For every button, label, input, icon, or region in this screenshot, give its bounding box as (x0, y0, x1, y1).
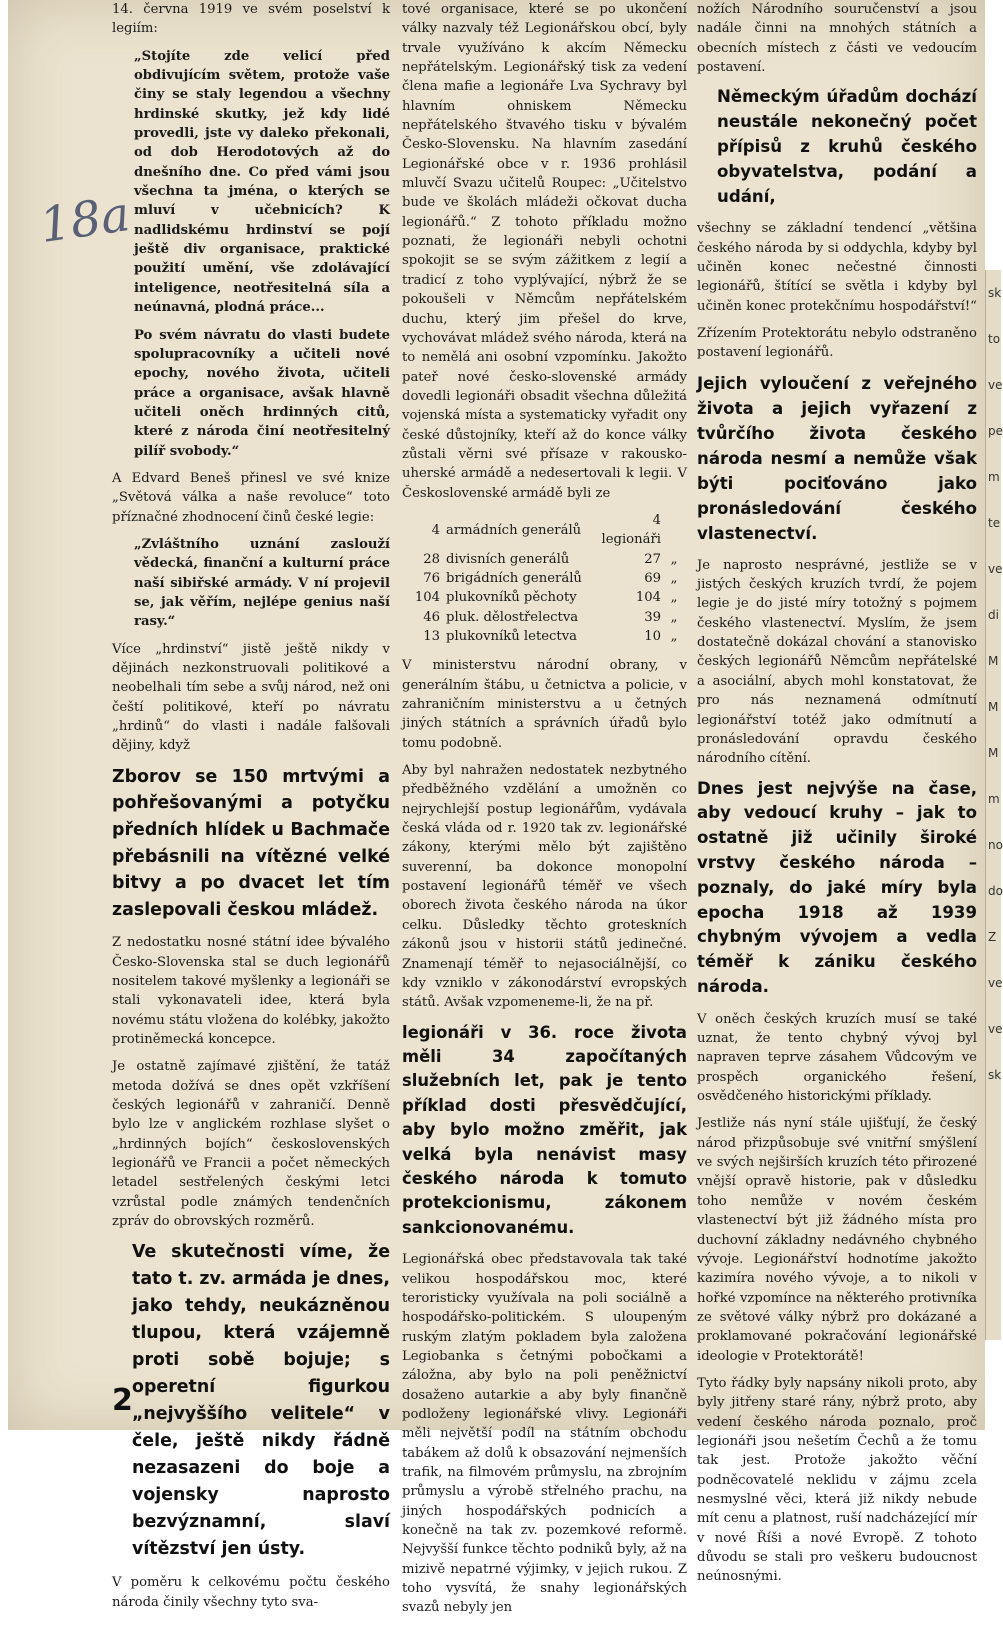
paragraph: V ministerstvu národní obrany, v generálním štábu, u četnictva a policie, v zahraničním ministerstvu a u četných jiných státních a správních úřadů bylo tomu podobně. (402, 658, 687, 751)
strip-fragment: Z (988, 930, 997, 944)
paragraph: A Edvard Beneš přinesl ve své knize „Světová válka a naše revoluce“ toto příznačné zhodnocení činů české legie: (112, 470, 390, 525)
strip-fragment: M (988, 654, 999, 668)
rank-label: divisních generálů (446, 551, 570, 567)
ditto-mark: „ (670, 629, 678, 644)
column-2 (402, 0, 687, 1626)
legionnaire-count: 27 (644, 551, 661, 567)
rank-count: 4 (431, 522, 440, 538)
legionnaire-count: 4 legionáři (601, 512, 661, 548)
headline: Německým úřadům dochází neustále nekonečný počet přípisů z kruhů českého obyvatelstva, podání a udání, (717, 87, 977, 206)
paragraph: Aby byl nahražen nedostatek nezbytného předběžného vzdělání a umožněn co nejrychlejší postup legionářům, vydávala česká vláda od r. 1920 tak zv. legionářské zákony, kterými mělo být zajištěno suverenní, ba dokonce monopolní postavení legionářů téměř ve všech oborech života českého národa na úkor celku. Důsledky těchto groteskních zákonů jsou v historii států jedinečné. Znamenají téměř to nejasociálnější, co kdy vzniklo v zákonodárství evropských států. Avšak vzpomeneme-li, že na př. (402, 763, 687, 1011)
paragraph: Je ostatně zajímavé zjištění, že tatáž metoda dožívá se dnes opět vzkříšení českých legionářů v zahraničí. Denně bylo lze v anglickém rozhlase slyšet o „hrdinných bojích“ československých legionářů ve Francii a počet německých letadel sestřelených českými letci vzrůstal podle známých tendenčních zpráv do obrovských rozměrů. (112, 1059, 390, 1230)
rank-label: pluk. dělostřelectva (446, 609, 579, 625)
rank-label: brigádních generálů (446, 570, 582, 586)
strip-fragment: di (988, 608, 999, 622)
legionnaire-count: 104 (635, 590, 661, 606)
paragraph: V poměru k celkovému počtu českého národa činily všechny tyto sva- (112, 1575, 390, 1610)
rank-count: 13 (423, 629, 440, 644)
legionnaire-count: 69 (644, 570, 661, 586)
table-row (402, 550, 687, 569)
paragraph: V oněch českých kruzích musí se také uznat, že tento chybný vývoj byl napraven teprve zásahem Vůdcovým ve prospěch organického řešení, osvědčeného historickými příklady. (697, 1011, 977, 1105)
paragraph: Je naprosto nesprávné, jestliže se v jistých českých kruzích tvrdí, že pojem legie je do jisté míry totožný s pojmem českého vlastenectví. Myslím, že jsem dostatečně dokázal chování a stanovisko českých legionářů Němcům nepřátelské a asociální, abych mohl konstatovat, že pro nás neznamená odmítnutí legionářství totéž jako odmítnutí a pronásledování opravdu českého národního cítění. (697, 557, 977, 767)
headline: Ve skutečnosti víme, že tato t. zv. armáda je dnes, jako tehdy, neukázněnou tlupou, která vzájemně proti sobě bojuje; s operetní figurkou „nejvyššího velitele“ v čele, ještě nikdy řádně nezasazeni do boje a vojensky naprosto bezvýznamní, slaví vítězství jen ústy. (132, 1242, 390, 1560)
rank-count: 46 (423, 609, 440, 625)
quote: Po svém návratu do vlasti budete spolupracovníky a učiteli nové epochy, nového života, učiteli práce a organisace, avšak hlavně učiteli oněch hrdinných citů, které z národa činí neotřesitelný pilíř svobody.“ (134, 327, 390, 459)
paragraph: 14. června 1919 ve svém poselství k legiím: (112, 2, 390, 37)
ditto-mark: „ (670, 570, 678, 586)
rank-label: plukovníků letectva (446, 629, 578, 644)
legionnaire-count: 39 (644, 609, 661, 625)
strip-fragment: ve (988, 1022, 1003, 1036)
ditto-mark (661, 511, 687, 550)
ditto-mark: „ (670, 551, 678, 567)
headline: Zborov se 150 mrtvými a pohřešovanými a potyčku předních hlídek u Bachmače přebásnili na vítězné velké bitvy a po dvacet let tím zaslepovali českou mládež. (112, 766, 390, 920)
strip-fragment: m (988, 792, 1000, 806)
headline: Dnes jest nejvýše na čase, aby vedoucí kruhy – jak to ostatně již učinily široké vrstvy českého národa – poznaly, do jaké míry byla epocha 1918 až 1939 chybným vývojem a vedla téměř k zániku českého národa. (697, 778, 977, 996)
rank-count: 104 (414, 590, 440, 606)
rank-label: armádních generálů (446, 522, 582, 538)
officer-statistics-table (402, 511, 687, 646)
column-3 (697, 0, 977, 1595)
adjacent-page-strip (985, 270, 1001, 1340)
ditto-mark: „ (670, 609, 678, 625)
strip-fragment: te (988, 516, 1001, 530)
rank-label: plukovníků pěchoty (446, 590, 577, 606)
table-row (402, 627, 687, 646)
handwritten-margin-note: 18a (36, 186, 134, 254)
strip-fragment: pe (988, 424, 1003, 438)
quote: „Zvláštního uznání zaslouží vědecká, finanční a kulturní práce naší sibiřské armády. V ní projevil se, jak věřím, nejlépe genius naší rasy.“ (134, 536, 390, 630)
table-row (402, 569, 687, 588)
table-row (402, 511, 687, 550)
strip-fragment: sk (988, 1068, 1002, 1082)
table-row (402, 608, 687, 627)
column-1 (112, 0, 390, 1620)
paragraph: Legionářská obec představovala tak také velikou hospodářskou moc, které teroristicky využívala na poli sociálně a hospodářsko-politickém. S uloupeným ruským zlatým pokladem byla založena Legiobanka s četnými pobočkami a záložna, aby bylo na poli peněžnictví dosaženo autarkie a aby byly finančně podloženy legionářské vlivy. Legionáři měli největší podíl na státním obchodu tabákem až dolů k obsazování nejmenších trafik, na filmovém průmyslu, na zbrojním průmyslu a výrobě střelného prachu, na jiných hospodářských podnicích a konečně na tak zv. pozemkové reformě. Nejvyšší funkce těchto podniků byly, až na mizivě nepatrné výjimky, v jejich rukou. Z toho vysvítá, že snahy legionářských svazů nebyly jen (402, 1252, 687, 1616)
paragraph: Tyto řádky byly napsány nikoli proto, aby byly jitřeny staré rány, nýbrž proto, aby vedení českého národa poznalo, proč legionáři jsou nešetím Čechů a že tomu tak jest. Protože jakožto věční podněcovatelé neklidu v zájmu zcela nesmyslné věci, která již nikdy nebude mít cenu a platnost, ruší nadcházející mír v nové Říši a nové Evropě. Z tohoto důvodu se stali pro veškeru budoucnost neúnosnými. (697, 1375, 977, 1585)
headline: legionáři v 36. roce života měli 34 započítaných služebních let, pak je tento příklad dosti přesvědčující, aby bylo možno změřit, jak velká byla nenávist masy českého národa k tomuto protekcionismu, zákonem sankcionovanému. (402, 1022, 687, 1237)
quote: „Stojíte zde velicí před obdivujícím světem, protože vaše činy se staly legendou a všechny hrdinské skutky, jež kdy lidé provedli, jste vy daleko překonali, od dob Herodotových až do dnešního dne. Co před vámi jsou všechna ta jména, o kterých se mluví v učebnicích? K nadlidskému hrdinství se pojí ještě div organisace, praktické použití umění, vše zdolávající inteligence, neotřesitelná síla a neúnavná, plodná práce... (134, 48, 390, 316)
strip-fragment: M (988, 700, 999, 714)
strip-fragment: ve (988, 378, 1003, 392)
rank-count: 28 (423, 551, 440, 567)
paragraph: všechny se základní tendencí „většina českého národa by si oddychla, kdyby byl učiněn konec nečestné činnosti legionářů, štítící se světla i kdyby byl učiněn konec protekčnímu hospodářství!“ (697, 221, 977, 314)
strip-fragment: ve (988, 562, 1003, 576)
strip-fragment: sk (988, 286, 1002, 300)
paragraph: Jestliže nás nyní stále ujišťují, že český národ přizpůsobuje své vnitřní smýšlení ve svých nejširších kruzích této přirozené vnější opravě historie, pak v důsledku toho nemůže v novém českém vlastenectví být již žádného místa pro duchovní základny nedávného chybného vývoje. Legionářství hodnotíme jakožto kazimíra nového vývoje, a to nikoli v hořké vzpomínce na některého protivníka ze světové války nýbrž pro dokázané a proklamované pokračování legionářské ideologie v Protektorátě! (697, 1116, 977, 1364)
paragraph: nožích Národního souručenství a jsou nadále činni na mnohých státních a obecních místech z části ve vedoucím postavení. (697, 2, 977, 76)
paragraph: Zřízením Protektorátu nebylo odstraněno postavení legionářů. (697, 326, 977, 361)
headline: Jejich vyloučení z veřejného života a jejich vyřazení z tvůrčího života českého národa nesmí a nemůže však býti pociťováno jako pronásledování českého vlastenectví. (697, 373, 977, 543)
strip-fragment: no (988, 838, 1003, 852)
paragraph: Z nedostatku nosné státní idee bývalého Česko-Slovenska stal se duch legionářů nositelem takové myšlenky a legionáři se stali vykonavateli idee, která byla novému státu vložena do kolébky, jakožto protiněmecká koncepce. (112, 935, 390, 1047)
strip-fragment: do (988, 884, 1003, 898)
paragraph: Více „hrdinství“ jistě ještě nikdy v dějinách nezkonstruovali politikové a neobelhali tím sebe a svůj národ, než oni čeští politikové, kteří po návratu „hrdinů“ do vlasti i nadále falšovali dějiny, když (112, 641, 390, 754)
paragraph: tové organisace, které se po ukončení války nazvaly též Legionářskou obcí, byly trvale využíváno k akcím Německu nepřátelským. Legionářský tisk za vedení člena mafie a legionáře Lva Sychravy byl hlavním ohniskem Německu nepřátelského štvavého tisku v bývalém Česko-Slovensku. Na hlavním zasedání Legionářské obce v r. 1936 prohlásil mluvčí Svazu učitelů Roupec: „Učitelstvo bude ve školách mládeži očkovat ducha legionářů.“ Z tohoto příkladu možno poznati, že legionáři nebyli ochotni spokojit se se svým zážitkem z legií a tradicí z toho vyplývající, nýbrž že se pokoušeli v Němcům nepřátelském duchu, který jim přešel do krve, vychovávat mládež svého národa, která na to nemělá ani osobní vzpomínku. Jakožto pateř nové česko-slovenské armády dovedli legionáři obsadit všechna důležitá vojenská místa a systematicky vyřadit ony české důstojníky, kteří až do konce války zůstali věrni své přísaze v rakousko-uherské armádě a nedesertovali k legii. V Československé armádě byli ze (402, 2, 687, 501)
strip-fragment: ve (988, 976, 1003, 990)
page-number: 2 (112, 1383, 133, 1418)
ditto-mark: „ (670, 590, 678, 606)
legionnaire-count: 10 (644, 629, 661, 644)
table-row (402, 588, 687, 607)
strip-fragment: m (988, 470, 1000, 484)
rank-count: 76 (423, 570, 440, 586)
strip-fragment: to (988, 332, 1001, 346)
strip-fragment: M (988, 746, 999, 760)
